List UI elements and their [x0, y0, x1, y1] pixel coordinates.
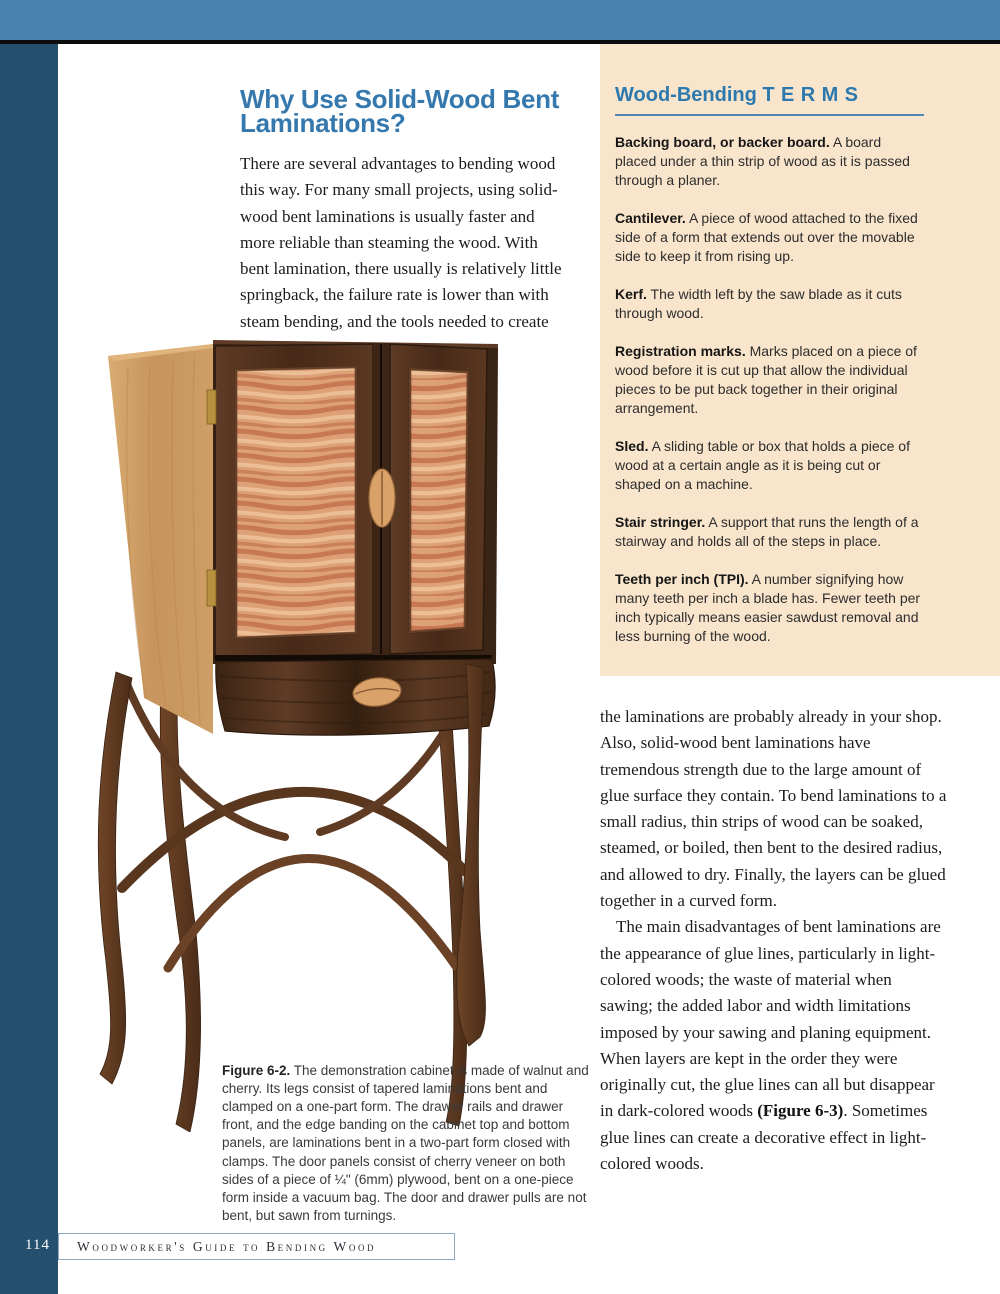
term-definition: A board placed under a thin strip of wood as it is passed through a planer.	[615, 134, 910, 188]
section-heading: Why Use Solid-Wood Bent Laminations?	[240, 84, 560, 139]
cabinet-door-right	[390, 344, 487, 654]
sidebar-title	[615, 84, 924, 116]
paragraph-text: The main disadvantages of bent laminations are the appearance of glue lines, particularly in light-colored woods; the waste of material when sawing; the added labor and width limitations imposed by your sawing and planing equipment. When layers are kept in the order they were originally cut, the glue lines can all but disappear in dark-colored woods	[600, 917, 941, 1121]
term-definition: A piece of wood attached to the fixed side of a form that extends out over the movable side to keep it from rising up.	[615, 210, 918, 264]
term-backing-board	[615, 133, 924, 190]
terms-sidebar	[600, 44, 1000, 676]
term-kerf	[615, 285, 924, 323]
right-column-body	[600, 704, 948, 1177]
term-name: Backing board, or backer board.	[615, 134, 830, 150]
spine-band	[0, 44, 58, 1294]
figure-reference: (Figure 6-3)	[757, 1101, 844, 1121]
cabinet-front	[207, 340, 498, 735]
figure-photo-cabinet	[70, 332, 530, 1132]
term-name: Cantilever.	[615, 210, 686, 226]
left-column-body: There are several advantages to bending wood this way. For many small projects, using solid-wood bent laminations is usually faster and more reliable than steaming the wood. With bent lamination, there usually is relatively little springback, the failure rate is lower than with steam bending, and the tools needed to create	[240, 154, 562, 331]
running-footer	[58, 1233, 455, 1260]
book-title: Woodworker's Guide to Bending Wood	[77, 1238, 377, 1254]
term-definition: Marks placed on a piece of wood before it is cut up that allow the individual pieces to be put back together in their original arrangement.	[615, 343, 917, 416]
term-definition: A sliding table or box that holds a piece of wood at a certain angle as it is being cut or shaped on a machine.	[615, 438, 910, 492]
term-name: Registration marks.	[615, 343, 746, 359]
term-cantilever	[615, 209, 924, 266]
right-column-paragraph-2	[600, 914, 948, 1177]
paragraph-text: . Sometimes glue lines can create a decorative effect in light-colored woods.	[600, 1101, 928, 1174]
term-name: Kerf.	[615, 286, 647, 302]
sidebar-title-lead: Wood-Bending	[615, 84, 757, 106]
sidebar-title-accent: TERMS	[762, 84, 865, 106]
figure-caption	[222, 1062, 590, 1226]
term-sled	[615, 437, 924, 494]
term-definition: A number signifying how many teeth per inch a blade has. Fewer teeth per inch typically means easier sawdust removal and less burning of the wood.	[615, 571, 921, 644]
figure-caption-text: The demonstration cabinet is made of walnut and cherry. Its legs consist of tapered laminations bent and clamped on a one-part form. The drawer rails and drawer front, and the edge banding on the cabinet top and bottom panels, are laminations bent in a two-part form closed with clamps. The door panels consist of cherry veneer on both sides of a piece of ¼" (6mm) plywood, bent on a one-piece form inside a vacuum bag. The door and drawer pulls are not bent, but sawn from turnings.	[222, 1062, 589, 1224]
cabinet-illustration	[70, 332, 530, 1132]
top-color-band	[0, 0, 1000, 40]
term-registration-marks	[615, 342, 924, 418]
right-column-paragraph-1: the laminations are probably already in your shop. Also, solid-wood bent laminations have tremendous strength due to the large amount of glue surface they contain. To bend laminations to a small radius, thin strips of wood can be soaked, steamed, or boiled, then bent to the desired radius, and allowed to dry. Finally, the layers can be glued together in a curved form.	[600, 707, 947, 911]
figure-caption-label: Figure 6-2.	[222, 1062, 291, 1078]
term-definition: The width left by the saw blade as it cuts through wood.	[615, 286, 902, 321]
page-number: 114	[25, 1237, 50, 1253]
term-name: Stair stringer.	[615, 514, 706, 530]
term-name: Sled.	[615, 438, 649, 454]
term-stair-stringer	[615, 513, 924, 551]
cabinet-drawer	[216, 659, 495, 735]
term-definition: A support that runs the length of a stairway and holds all of the steps in place.	[615, 514, 919, 549]
cabinet-door-left	[215, 344, 373, 658]
term-name: Teeth per inch (TPI).	[615, 571, 749, 587]
term-teeth-per-inch	[615, 570, 924, 646]
cabinet-door-pull	[369, 469, 395, 527]
